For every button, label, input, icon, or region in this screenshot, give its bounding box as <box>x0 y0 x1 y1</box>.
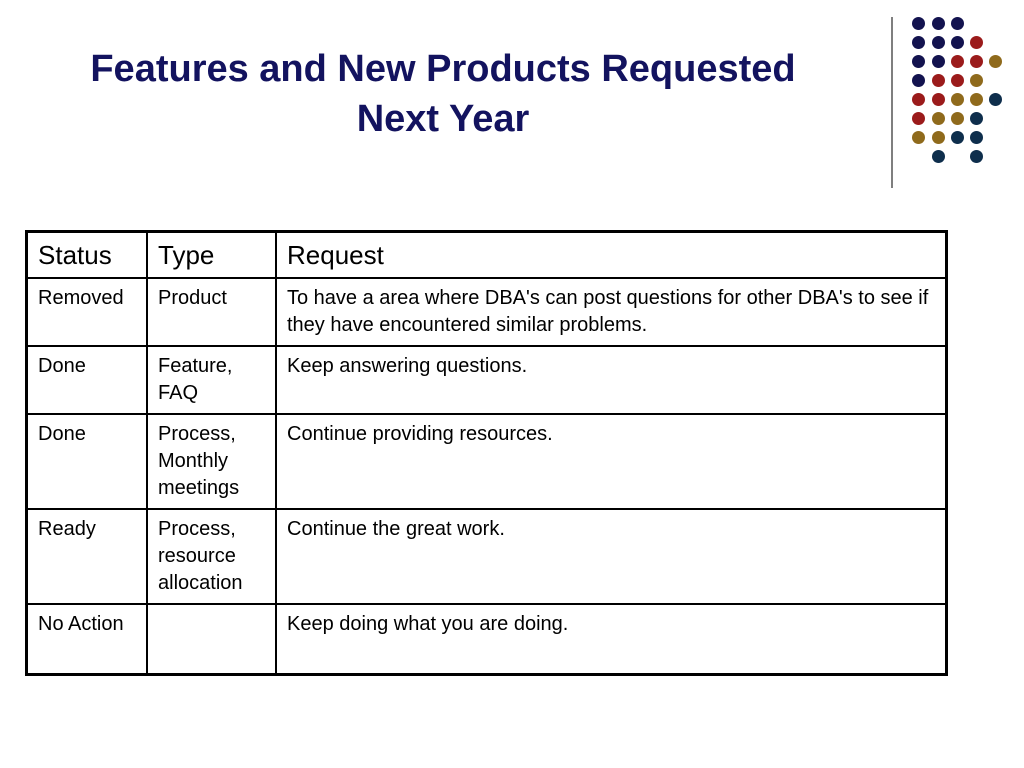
decorative-dot <box>951 93 964 106</box>
decorative-dot <box>932 150 945 163</box>
decorative-dot <box>970 55 983 68</box>
cell-status: Removed <box>27 278 148 346</box>
cell-status: Done <box>27 346 148 414</box>
header-request: Request <box>276 232 947 279</box>
decorative-dot <box>970 131 983 144</box>
cell-request: Keep answering questions. <box>276 346 947 414</box>
decorative-dot <box>989 93 1002 106</box>
cell-type: Feature, FAQ <box>147 346 276 414</box>
decorative-dot <box>912 131 925 144</box>
decorative-dot <box>951 74 964 87</box>
decorative-dot <box>970 112 983 125</box>
decorative-dot <box>912 93 925 106</box>
cell-request: Continue providing resources. <box>276 414 947 509</box>
table-row <box>27 346 947 414</box>
decorative-dot <box>912 112 925 125</box>
slide-title <box>30 44 856 144</box>
decorative-dot <box>951 36 964 49</box>
cell-request: Continue the great work. <box>276 509 947 604</box>
table-row <box>27 278 947 346</box>
decorative-dot <box>912 74 925 87</box>
decorative-dot <box>989 55 1002 68</box>
decorative-dot <box>951 17 964 30</box>
header-status: Status <box>27 232 148 279</box>
cell-request: Keep doing what you are doing. <box>276 604 947 674</box>
decorative-dot <box>970 93 983 106</box>
cell-type: Product <box>147 278 276 346</box>
cell-status: No Action <box>27 604 148 674</box>
table-row <box>27 509 947 604</box>
header-type: Type <box>147 232 276 279</box>
decorative-dot <box>932 36 945 49</box>
decorative-dot <box>951 112 964 125</box>
vertical-divider <box>891 17 893 188</box>
slide-title-line-1: Features and New Products Requested <box>90 48 796 90</box>
cell-status: Done <box>27 414 148 509</box>
cell-type: Process, Monthly meetings <box>147 414 276 509</box>
cell-status: Ready <box>27 509 148 604</box>
decorative-dot <box>932 17 945 30</box>
table-row <box>27 604 947 674</box>
decorative-dot <box>951 55 964 68</box>
decorative-dot <box>951 131 964 144</box>
decorative-dot <box>912 36 925 49</box>
decorative-dot <box>970 150 983 163</box>
cell-request: To have a area where DBA's can post questions for other DBA's to see if they have encountered similar problems. <box>276 278 947 346</box>
requests-table <box>25 230 948 676</box>
decorative-dot <box>932 112 945 125</box>
decorative-dot <box>912 17 925 30</box>
cell-type <box>147 604 276 674</box>
decorative-dot <box>912 55 925 68</box>
slide-title-line-2: Next Year <box>356 98 530 140</box>
decorative-dot <box>932 74 945 87</box>
table-header-row <box>27 232 947 279</box>
decorative-dot <box>970 74 983 87</box>
table-row <box>27 414 947 509</box>
decorative-dot <box>932 131 945 144</box>
decorative-dot <box>932 93 945 106</box>
cell-type: Process, resource allocation <box>147 509 276 604</box>
decorative-dot <box>970 36 983 49</box>
decorative-dot <box>932 55 945 68</box>
